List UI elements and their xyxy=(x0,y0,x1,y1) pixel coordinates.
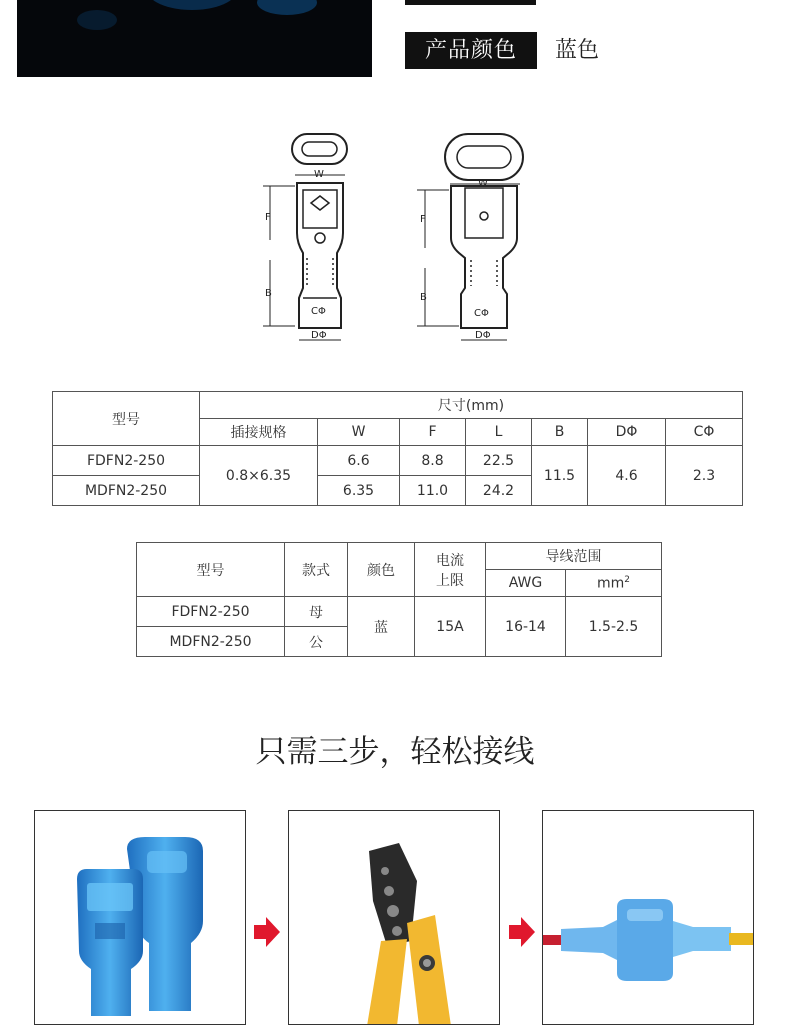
table-row xyxy=(137,597,662,627)
step-3-photo xyxy=(542,810,754,1025)
crimping-tool-icon xyxy=(367,843,451,1025)
col-current xyxy=(415,543,486,597)
col-d: DΦ xyxy=(588,419,666,446)
product-color-value: 蓝色 xyxy=(555,38,600,63)
col-current-line2: 上限 xyxy=(436,572,464,589)
product-photo-top xyxy=(17,0,372,77)
cell-model: MDFN2-250 xyxy=(53,476,200,506)
cell-w: 6.35 xyxy=(318,476,400,506)
steps-heading: 只需三步，轻松接线 xyxy=(255,734,535,770)
cell-d: 4.6 xyxy=(588,446,666,506)
col-model: 型号 xyxy=(137,543,285,597)
step-2-photo xyxy=(288,810,500,1025)
cell-c: 2.3 xyxy=(666,446,743,506)
col-spec: 插接规格 xyxy=(200,419,318,446)
cell-f: 8.8 xyxy=(400,446,466,476)
step-1-photo xyxy=(34,810,246,1025)
cell-l: 22.5 xyxy=(466,446,532,476)
male-terminal-body xyxy=(451,186,517,328)
cell-awg: 16-14 xyxy=(486,597,566,657)
col-mm2 xyxy=(566,570,662,597)
col-size: 尺寸(mm) xyxy=(200,392,743,419)
label-b-right: B xyxy=(420,292,427,303)
label-f-right: F xyxy=(420,214,426,225)
cell-color: 蓝 xyxy=(348,597,415,657)
label-d-right: DΦ xyxy=(475,330,491,341)
cell-model: MDFN2-250 xyxy=(137,627,285,657)
label-c: CΦ xyxy=(311,306,326,317)
female-terminal-top xyxy=(292,134,347,164)
connected-terminal-icon xyxy=(543,899,754,981)
cell-style: 公 xyxy=(285,627,348,657)
label-b: B xyxy=(265,288,272,299)
col-l: L xyxy=(466,419,532,446)
arrow-right-icon xyxy=(509,917,535,947)
col-b: B xyxy=(532,419,588,446)
col-wire-range: 导线范围 xyxy=(486,543,662,570)
col-style: 款式 xyxy=(285,543,348,597)
cell-current: 15A xyxy=(415,597,486,657)
arrow-right-icon xyxy=(254,917,280,947)
label-w-right: W xyxy=(478,178,488,189)
cell-style: 母 xyxy=(285,597,348,627)
label-w: W xyxy=(314,169,324,180)
cell-model: FDFN2-250 xyxy=(53,446,200,476)
col-awg: AWG xyxy=(486,570,566,597)
col-c: CΦ xyxy=(666,419,743,446)
cell-model: FDFN2-250 xyxy=(137,597,285,627)
cell-w: 6.6 xyxy=(318,446,400,476)
cell-mm2: 1.5-2.5 xyxy=(566,597,662,657)
col-current-line1: 电流 xyxy=(436,552,464,569)
col-w: W xyxy=(318,419,400,446)
col-mm2-sup: 2 xyxy=(624,574,630,585)
table-row xyxy=(53,446,743,476)
col-f: F xyxy=(400,419,466,446)
label-c-right: CΦ xyxy=(474,308,489,319)
dimension-drawing xyxy=(245,128,535,348)
col-model: 型号 xyxy=(53,392,200,446)
female-terminal-icon xyxy=(77,869,143,1016)
col-mm2-unit: mm xyxy=(596,575,625,592)
cell-b: 11.5 xyxy=(532,446,588,506)
cell-l: 24.2 xyxy=(466,476,532,506)
label-f: F xyxy=(265,212,271,223)
dimension-table xyxy=(52,391,743,506)
cell-f: 11.0 xyxy=(400,476,466,506)
label-d: DΦ xyxy=(311,330,327,341)
label-bar xyxy=(405,0,536,5)
cell-spec: 0.8×6.35 xyxy=(200,446,318,506)
product-color-label: 产品颜色 xyxy=(405,32,537,69)
col-color: 颜色 xyxy=(348,543,415,597)
wire-range-table xyxy=(136,542,662,657)
